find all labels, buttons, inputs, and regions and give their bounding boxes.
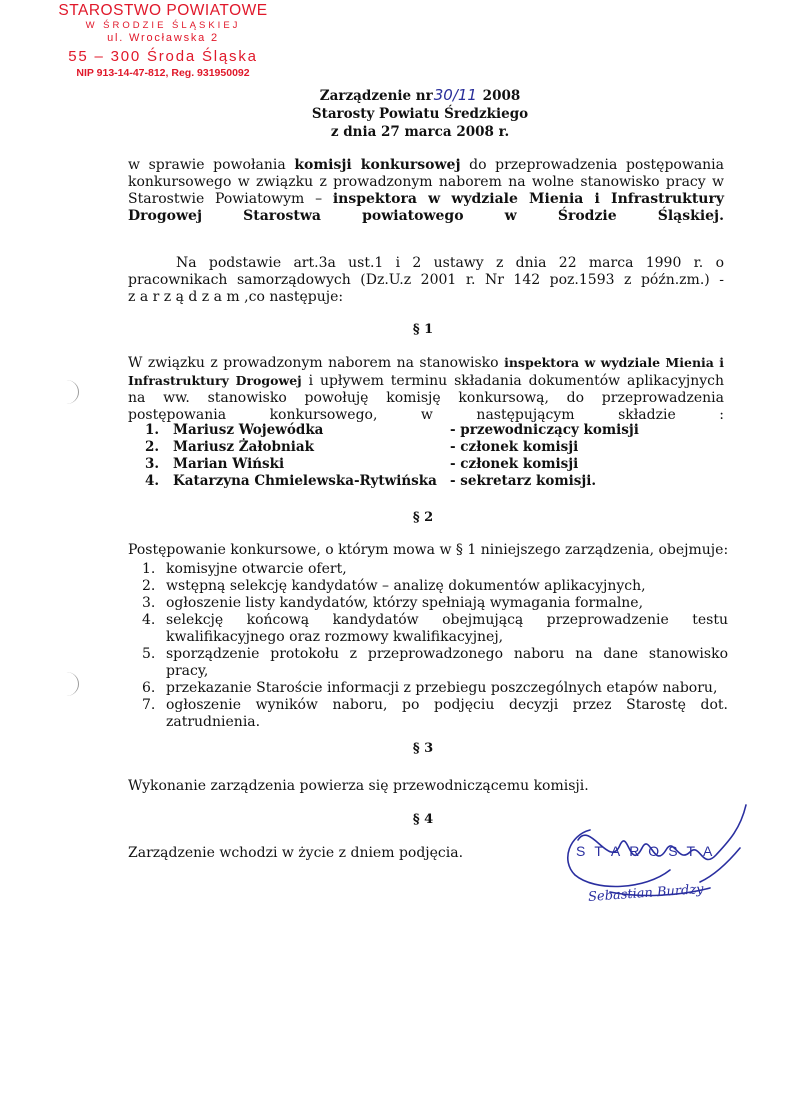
member-number: 2.: [145, 439, 160, 455]
office-stamp: [48, 2, 278, 80]
list-item: [142, 561, 728, 578]
step-number: 1.: [142, 561, 156, 577]
list-item: [142, 680, 728, 697]
subject-paragraph: [128, 157, 724, 225]
step-text: ogłoszenie listy kandydatów, którzy spełniają wymagania formalne,: [166, 595, 644, 611]
stamp-line: NIP 913-14-47-812, Reg. 931950092: [76, 67, 250, 79]
handwritten-number: 30/11: [433, 86, 477, 104]
document-date: z dnia 27 marca 2008 r.: [330, 124, 510, 140]
document-issuer: Starosty Powiatu Średzkiego: [311, 106, 529, 122]
section-heading: § 4: [412, 812, 434, 827]
title-prefix: Zarządzenie nr: [319, 88, 433, 104]
signature-block: [550, 800, 790, 915]
step-text: komisyjne otwarcie ofert,: [166, 561, 347, 577]
member-role: - przewodniczący komisji: [450, 422, 639, 438]
punch-hole: [54, 380, 79, 404]
section-heading: § 2: [412, 510, 434, 525]
step-text: wstępną selekcję kandydatów – analizę dokumentów aplikacyjnych,: [166, 578, 646, 594]
section1-bold: inspektora w wydziale Mienia i Infrastruktury Drogowej: [128, 355, 725, 388]
list-item: [142, 646, 728, 680]
step-number: 4.: [142, 612, 156, 628]
section-heading: § 1: [412, 322, 434, 337]
step-number: 7.: [142, 697, 156, 713]
step-text: sporządzenie protokołu z przeprowadzonego naboru na dane stanowisko pracy,: [166, 646, 728, 679]
legal-basis: [128, 255, 724, 306]
member-number: 1.: [145, 422, 160, 438]
signature-role-stamp: STAROSTA: [576, 843, 722, 859]
member-role: - członek komisji: [450, 456, 579, 472]
step-text: przekazanie Staroście informacji z przebiegu poszczególnych etapów naboru,: [166, 680, 718, 696]
member-name: Mariusz Żałobniak: [173, 439, 314, 455]
step-number: 2.: [142, 578, 156, 594]
section-heading: § 3: [412, 741, 434, 756]
step-number: 6.: [142, 680, 156, 696]
punch-hole: [54, 672, 79, 696]
stamp-line: STAROSTWO POWIATOWE: [58, 2, 268, 19]
section2-intro: Postępowanie konkursowe, o którym mowa w § 1 niniejszego zarządzenia, obejmuje:: [128, 542, 729, 558]
subject-bold: komisji konkursowej: [294, 157, 461, 173]
list-item: [142, 697, 728, 731]
member-number: 3.: [145, 456, 160, 472]
signature-name-stamp: Sebastian Burdzy: [587, 881, 705, 906]
subject-bold: inspektora w wydziale Mienia i Infrastruktury Drogowej Starostwa powiatowego w Środzie Śląskiej.: [128, 191, 724, 224]
step-number: 5.: [142, 646, 156, 662]
subject-text: do przeprowadzenia postępowania konkursowego w związku z prowadzonym naborem na wolne stanowisko pracy w Starostwie Powiatowym –: [128, 157, 725, 207]
stamp-line: ul. Wrocławska 2: [107, 32, 219, 44]
section3-text: Wykonanie zarządzenia powierza się przewodniczącemu komisji.: [128, 778, 589, 794]
procedure-steps: [142, 561, 728, 731]
list-item: [142, 578, 728, 595]
basis-line: z a r z ą d z a m ,co następuje:: [128, 289, 344, 305]
member-name: Marian Wiński: [173, 456, 285, 472]
member-role: - członek komisji: [450, 439, 579, 455]
member-name: Katarzyna Chmielewska-Rytwińska: [173, 473, 437, 489]
stamp-line: W ŚRODZIE ŚLĄSKIEJ: [85, 20, 241, 31]
basis-line: pracownikach samorządowych (Dz.U.z 2001 r. Nr 142 poz.1593 z późn.zm.) -: [128, 272, 724, 288]
list-item: [142, 612, 728, 646]
subject-text: w sprawie powołania: [128, 157, 295, 173]
member-role: - sekretarz komisji.: [450, 473, 597, 489]
member-number: 4.: [145, 473, 160, 489]
section4-text: Zarządzenie wchodzi w życie z dniem podjęcia.: [128, 845, 464, 861]
member-name: Mariusz Wojewódka: [173, 422, 324, 438]
section1-text: W związku z prowadzonym naborem na stanowisko: [128, 355, 505, 371]
section1-paragraph: [128, 354, 724, 424]
document-title: [290, 86, 550, 105]
list-item: [142, 595, 728, 612]
title-year: 2008: [482, 88, 521, 104]
stamp-line: 55 – 300 Środa Śląska: [68, 48, 258, 65]
document-header: [290, 86, 550, 141]
step-text: ogłoszenie wyników naboru, po podjęciu decyzji przez Starostę dot. zatrudnienia.: [166, 697, 728, 730]
step-text: selekcję końcową kandydatów obejmującą przeprowadzenie testu kwalifikacyjnego oraz rozmowy kwalifikacyjnej,: [166, 612, 728, 645]
basis-line: Na podstawie art.3a ust.1 i 2 ustawy z dnia 22 marca 1990 r. o: [176, 255, 724, 271]
step-number: 3.: [142, 595, 156, 611]
section1-text: i upływem terminu składania dokumentów aplikacyjnych na ww. stanowisko powołuję komisję konkursową, do przeprowadzenia postępowania konkursowego, w następującym składzie :: [128, 373, 724, 423]
